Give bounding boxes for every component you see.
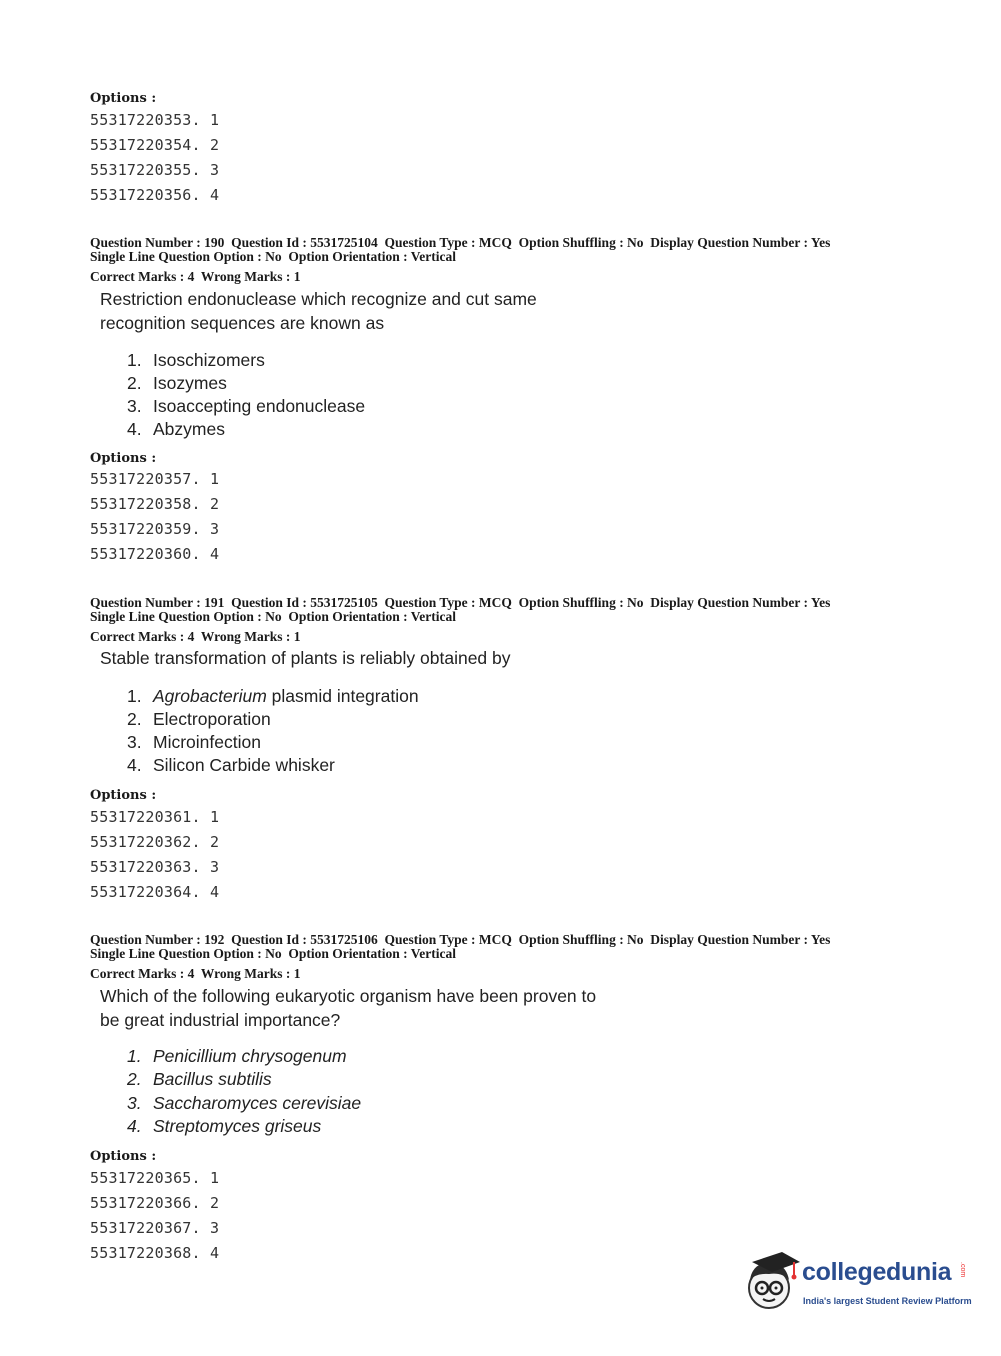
student-mascot-icon xyxy=(742,1250,800,1314)
option-code: 55317220354. 2 xyxy=(90,136,220,154)
choice-text-italic: Penicillium chrysogenum xyxy=(153,1046,347,1066)
question-meta: Question Number : 191 Question Id : 5531725105 Question Type : MCQ Option Shuffling : No Display Question Number : Yes xyxy=(90,595,831,610)
choice-number: 3. xyxy=(127,732,142,752)
choice-number: 4. xyxy=(127,1116,142,1136)
question-text-line: Restriction endonuclease which recognize and cut same xyxy=(100,289,537,309)
question-meta: Question Number : 190 Question Id : 5531725104 Question Type : MCQ Option Shuffling : No Display Question Number : Yes xyxy=(90,235,831,250)
choice-item xyxy=(127,1069,272,1090)
question-meta: Question Number : 192 Question Id : 5531725106 Question Type : MCQ Option Shuffling : No Display Question Number : Yes xyxy=(90,932,831,947)
choice-item xyxy=(127,732,261,753)
choice-item xyxy=(127,686,419,707)
question-text-line: Stable transformation of plants is reliably obtained by xyxy=(100,648,511,668)
question-text-line: recognition sequences are known as xyxy=(100,313,385,333)
choice-text: Isoaccepting endonuclease xyxy=(153,396,366,416)
choice-text: plasmid integration xyxy=(266,686,419,706)
question-text xyxy=(100,984,596,1032)
option-code: 55317220366. 2 xyxy=(90,1194,220,1212)
options-label: Options : xyxy=(90,788,157,803)
option-code: 55317220361. 1 xyxy=(90,808,220,826)
choice-text: Electroporation xyxy=(153,709,271,729)
choice-number: 2. xyxy=(127,709,142,729)
choice-number: 1. xyxy=(127,350,142,370)
question-meta-line2: Single Line Question Option : No Option Orientation : Vertical xyxy=(90,249,457,264)
choice-text-italic: Agrobacterium xyxy=(153,686,267,706)
choice-number: 1. xyxy=(127,1046,142,1066)
options-label: Options : xyxy=(90,91,157,106)
choice-text-italic: Streptomyces griseus xyxy=(153,1116,322,1136)
option-code: 55317220364. 4 xyxy=(90,883,220,901)
choice-item xyxy=(127,1093,361,1114)
choice-item xyxy=(127,419,225,440)
question-meta-line2: Single Line Question Option : No Option Orientation : Vertical xyxy=(90,946,457,961)
choice-number: 1. xyxy=(127,686,142,706)
logo-com: .com xyxy=(959,1262,966,1278)
choice-text: Isozymes xyxy=(153,373,227,393)
choice-text: Isoschizomers xyxy=(153,350,265,370)
choice-text-italic: Saccharomyces cerevisiae xyxy=(153,1093,362,1113)
choice-item xyxy=(127,1116,321,1137)
option-code: 55317220365. 1 xyxy=(90,1169,220,1187)
option-code: 55317220358. 2 xyxy=(90,495,220,513)
option-code: 55317220363. 3 xyxy=(90,858,220,876)
choice-item xyxy=(127,373,227,394)
option-code: 55317220362. 2 xyxy=(90,833,220,851)
choice-item xyxy=(127,350,265,371)
logo-tagline: India's largest Student Review Platform xyxy=(803,1296,972,1306)
logo-name: collegedunia xyxy=(802,1258,952,1286)
option-code: 55317220357. 1 xyxy=(90,470,220,488)
choice-text: Abzymes xyxy=(153,419,225,439)
options-label: Options : xyxy=(90,451,157,466)
choice-number: 3. xyxy=(127,1093,142,1113)
choice-item xyxy=(127,1046,347,1067)
choice-text-italic: Bacillus subtilis xyxy=(153,1069,272,1089)
option-code: 55317220360. 4 xyxy=(90,545,220,563)
options-label: Options : xyxy=(90,1149,157,1164)
option-code: 55317220353. 1 xyxy=(90,111,220,129)
question-marks: Correct Marks : 4 Wrong Marks : 1 xyxy=(90,966,301,981)
option-code: 55317220356. 4 xyxy=(90,186,220,204)
choice-text: Silicon Carbide whisker xyxy=(153,755,335,775)
question-text xyxy=(100,287,537,335)
question-text xyxy=(100,646,511,670)
question-meta-line2: Single Line Question Option : No Option Orientation : Vertical xyxy=(90,609,457,624)
choice-number: 4. xyxy=(127,755,142,775)
option-code: 55317220367. 3 xyxy=(90,1219,220,1237)
choice-number: 3. xyxy=(127,396,142,416)
choice-item xyxy=(127,396,365,417)
choice-number: 2. xyxy=(127,373,142,393)
option-code: 55317220359. 3 xyxy=(90,520,220,538)
question-marks: Correct Marks : 4 Wrong Marks : 1 xyxy=(90,269,301,284)
choice-number: 2. xyxy=(127,1069,142,1089)
option-code: 55317220355. 3 xyxy=(90,161,220,179)
choice-item xyxy=(127,709,271,730)
question-text-line: be great industrial importance? xyxy=(100,1010,341,1030)
choice-number: 4. xyxy=(127,419,142,439)
option-code: 55317220368. 4 xyxy=(90,1244,220,1262)
question-marks: Correct Marks : 4 Wrong Marks : 1 xyxy=(90,629,301,644)
choice-text: Microinfection xyxy=(153,732,261,752)
question-text-line: Which of the following eukaryotic organism have been proven to xyxy=(100,986,597,1006)
choice-item xyxy=(127,755,335,776)
collegedunia-logo xyxy=(742,1250,972,1320)
